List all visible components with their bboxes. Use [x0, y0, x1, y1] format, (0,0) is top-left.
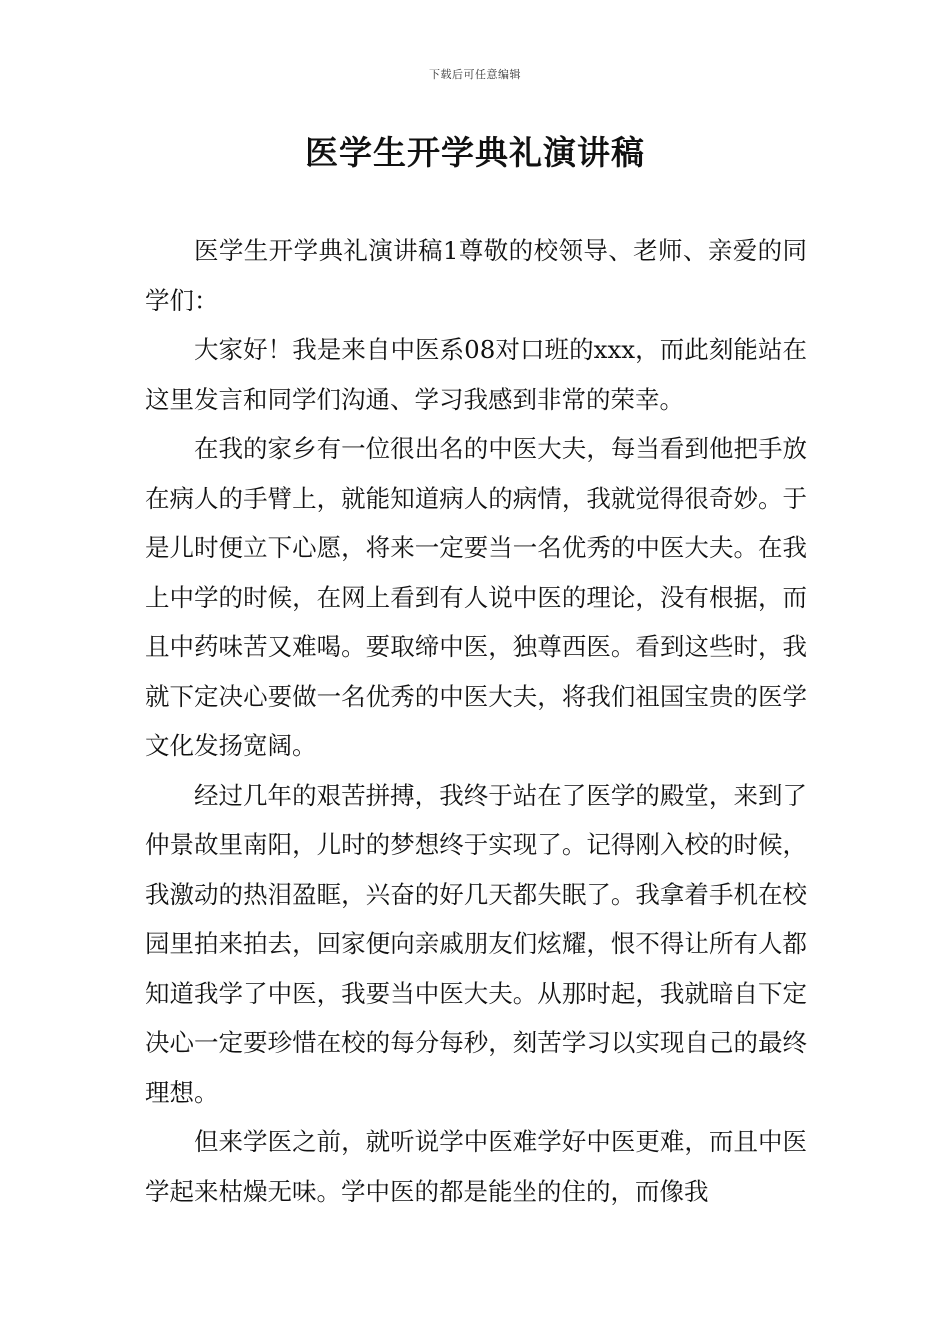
paragraph-before-study: 但来学医之前，就听说学中医难学好中医更难，而且中医学起来枯燥无味。学中医的都是能坐的住的，而像我: [145, 1127, 807, 1206]
document-body: [145, 226, 807, 1216]
paragraph-greeting: 医学生开学典礼演讲稿1尊敬的校领导、老师、亲爱的同学们：: [145, 236, 807, 315]
paragraph-introduction: 大家好！我是来自中医系08对口班的xxx，而此刻能站在这里发言和同学们沟通、学习我感到非常的荣幸。: [145, 335, 807, 414]
document-title: 医学生开学典礼演讲稿: [305, 133, 645, 172]
paragraph-hometown-story: 在我的家乡有一位很出名的中医大夫，每当看到他把手放在病人的手臂上，就能知道病人的病情，我就觉得很奇妙。于是儿时便立下心愿，将来一定要当一名优秀的中医大夫。在我上中学的时候，在网上看到有人说中医的理论，没有根据，而且中药味苦又难喝。要取缔中医，独尊西医。看到这些时，我就下定决心要做一名优秀的中医大夫，将我们祖国宝贵的医学文化发扬宽阔。: [145, 434, 807, 760]
page-header-note: 下载后可任意编辑: [429, 68, 521, 81]
paragraph-entering-school: 经过几年的艰苦拼搏，我终于站在了医学的殿堂，来到了仲景故里南阳，儿时的梦想终于实现了。记得刚入校的时候，我激动的热泪盈眶，兴奋的好几天都失眠了。我拿着手机在校园里拍来拍去，回家便向亲戚朋友们炫耀，恨不得让所有人都知道我学了中医，我要当中医大夫。从那时起，我就暗自下定决心一定要珍惜在校的每分每秒，刻苦学习以实现自己的最终理想。: [145, 780, 807, 1107]
